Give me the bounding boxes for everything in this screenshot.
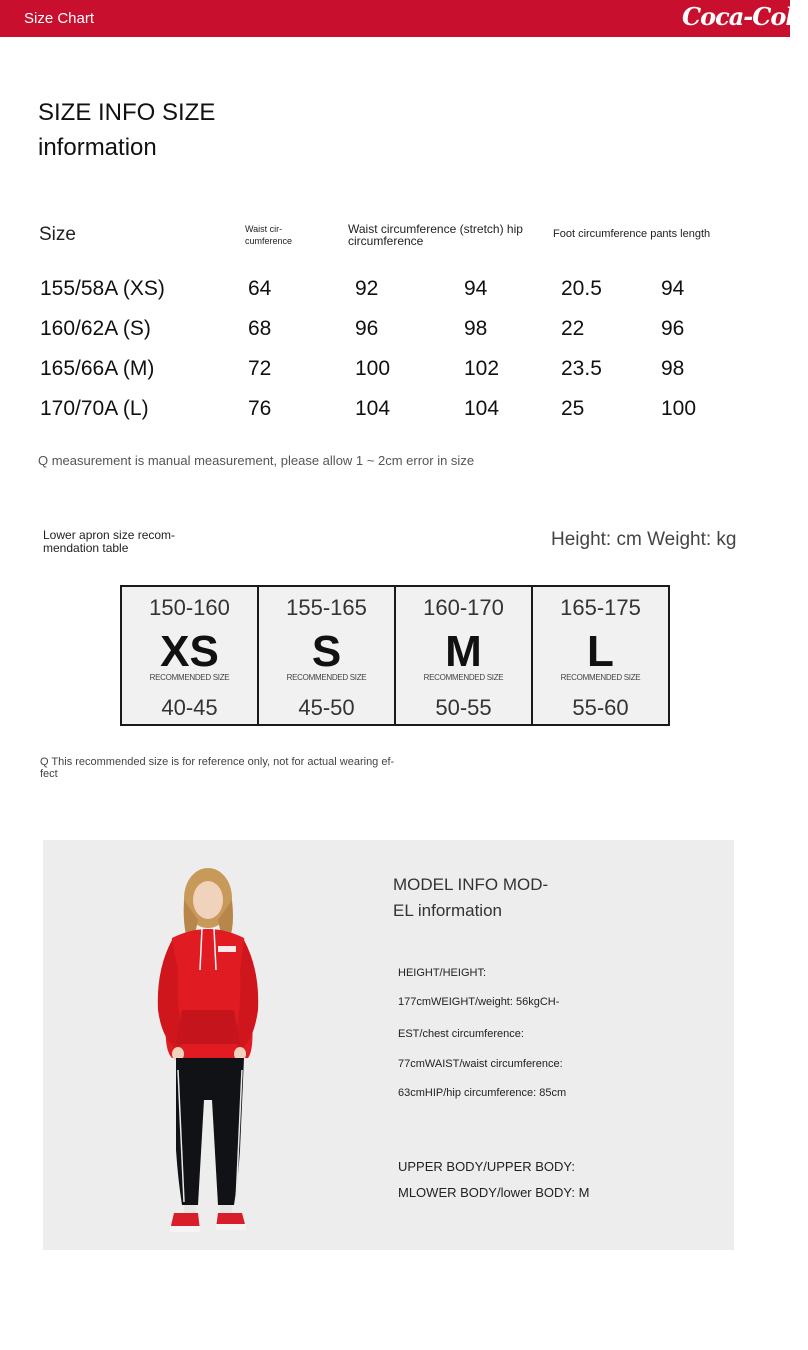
table-cell: 100 [661,397,697,420]
column-header-size: Size [39,224,76,245]
table-cell: 96 [661,317,685,340]
model-measurement: EST/chest circumference: [398,1028,524,1040]
table-cell: 23.5 [561,357,602,380]
model-body-size: UPPER BODY/UPPER BODY: [398,1159,575,1174]
model-photo [148,860,278,1235]
measurement-note: Q measurement is manual measurement, please allow 1 ~ 2cm error in size [38,453,475,468]
recommendation-table [120,585,670,726]
size-letter: XS [160,627,219,676]
weight-range: 55-60 [572,695,629,720]
table-cell: 92 [355,277,379,300]
table-cell: 68 [248,317,272,340]
table-cell: 96 [355,317,379,340]
table-cell: 165/66A (M) [40,357,155,380]
table-row [0,397,790,427]
model-info-panel [43,840,734,1250]
model-measurement: 77cmWAIST/waist circumference: [398,1058,563,1070]
model-measurement: HEIGHT/HEIGHT: [398,967,487,979]
table-cell: 72 [248,357,272,380]
column-header-waist: Waist cir-cumference [245,224,293,246]
table-cell: 94 [464,277,488,300]
size-info-title: SIZE INFO SIZE information [38,99,216,161]
recommendation-cell-xs [122,587,259,724]
table-row [0,317,790,347]
model-measurement: 63cmHIP/hip circumference: 85cm [398,1087,567,1099]
recommendation-cell-l [533,587,668,724]
table-cell: 22 [561,317,585,340]
table-cell: 76 [248,397,272,420]
reference-note: Q This recommended size is for reference only, not for actual wearing ef-fect [40,756,395,780]
weight-range: 50-55 [435,695,492,720]
table-cell: 104 [464,397,500,420]
table-cell: 64 [248,277,272,300]
table-cell: 94 [661,277,685,300]
size-letter: M [445,627,482,676]
coca-cola-logo: Coca‑Cola [682,2,808,31]
table-row [0,357,790,387]
model-info-title: MODEL INFO MOD-EL information [393,875,549,920]
recommendation-cell-m [396,587,533,724]
table-cell: 155/58A (XS) [40,277,165,300]
size-letter: S [311,627,342,676]
height-range: 165-175 [560,595,641,620]
table-row [0,277,790,307]
recommendation-cell-s [259,587,396,724]
table-cell: 100 [355,357,391,380]
table-cell: 104 [355,397,391,420]
model-measurement: 177cmWEIGHT/weight: 56kgCH- [398,996,560,1008]
recommendation-table-label: Lower apron size recom-mendation table [43,528,176,555]
height-range: 155-165 [286,595,367,620]
table-cell: 20.5 [561,277,602,300]
recommended-size-caption: RECOMMENDED SIZE [423,673,504,682]
table-cell: 170/70A (L) [40,397,149,420]
column-header-waist-stretch-hip: Waist circumference (stretch) hip circumference [348,222,523,248]
model-body-size: MLOWER BODY/lower BODY: M [398,1185,590,1200]
header-bar [0,0,808,37]
size-letter: L [587,627,614,676]
height-range: 150-160 [149,595,230,620]
height-range: 160-170 [423,595,504,620]
page-title: Size Chart [24,10,95,27]
recommended-size-caption: RECOMMENDED SIZE [149,673,230,682]
recommended-size-caption: RECOMMENDED SIZE [560,673,641,682]
table-cell: 25 [561,397,585,420]
units-label: Height: cm Weight: kg [551,529,737,550]
weight-range: 45-50 [298,695,355,720]
table-cell: 160/62A (S) [40,317,151,340]
table-cell: 98 [464,317,488,340]
table-cell: 102 [464,357,500,380]
weight-range: 40-45 [161,695,218,720]
table-cell: 98 [661,357,685,380]
column-header-foot-pants: Foot circumference pants length [553,228,711,240]
recommended-size-caption: RECOMMENDED SIZE [286,673,367,682]
